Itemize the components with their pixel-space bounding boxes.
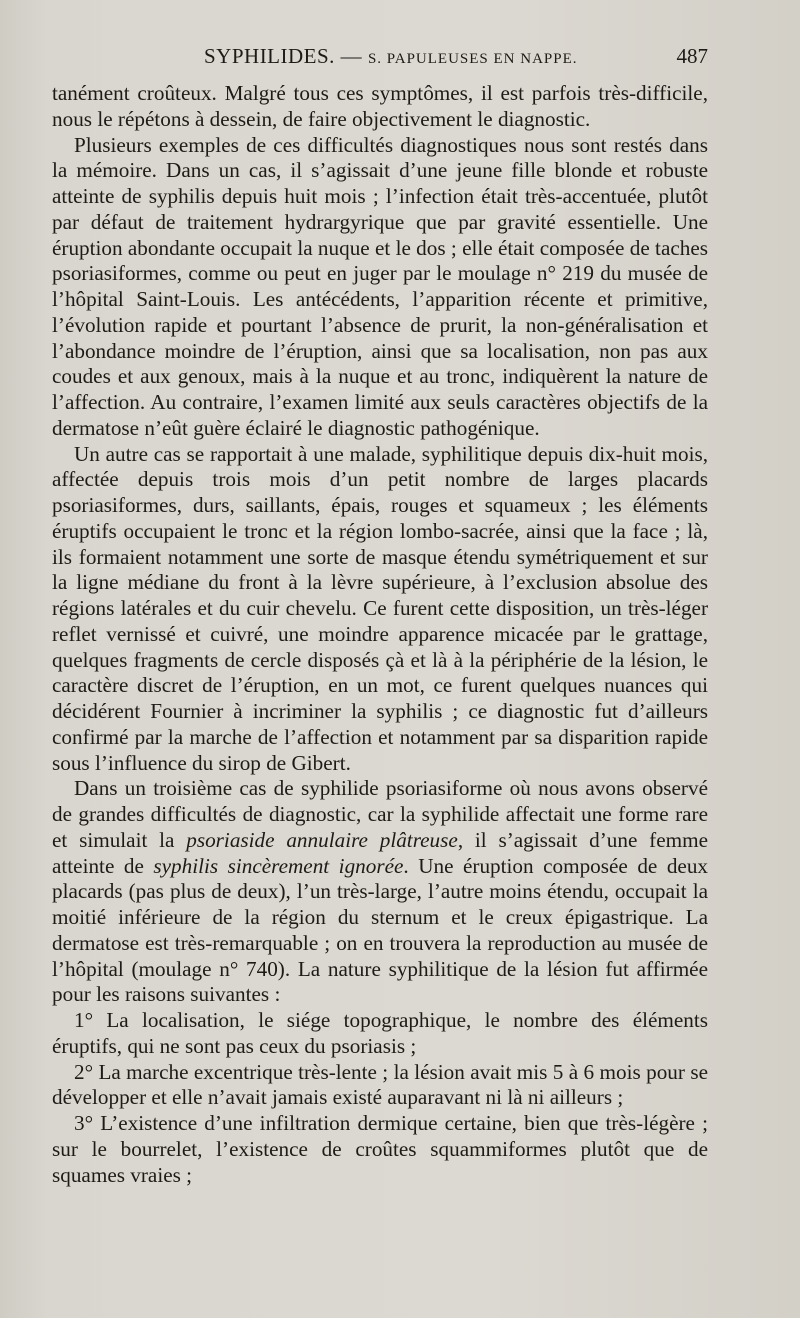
- running-title: [204, 44, 578, 69]
- running-title-main: SYPHILIDES. —: [204, 44, 368, 68]
- italic-term: psoriaside annulaire plâtreuse: [186, 827, 458, 852]
- paragraph-third-example: [52, 776, 708, 1008]
- running-header: [52, 44, 708, 78]
- list-item-2: 2° La marche excentrique très-lente ; la lésion avait mis 5 à 6 mois pour se développer et elle n’avait jamais existé auparavant ni là ni ailleurs ;: [52, 1059, 708, 1110]
- list-item-1: 1° La localisation, le siége topographique, le nombre des éléments éruptifs, qui ne sont pas ceux du psoriasis ;: [52, 1008, 708, 1058]
- text-run: , il s’agissait d’une femme atteinte de: [52, 827, 708, 878]
- text-run: Dans un troisième cas de syphilide psoriasiforme où nous avons observé de grandes difficultés de diagnostic, car la syphilide affectait une forme rare et simulait la: [52, 776, 708, 852]
- paragraph-first-example: Plusieurs exemples de ces difficultés diagnostiques nous sont restés dans la mémoire. Dans un cas, il s’agissait d’une jeune fille blonde et robuste atteinte de syphilis depuis huit mois ; l’infection était très-accentuée, plutôt par défaut de traitement hydrargyrique que par gravité essentielle. Une éruption abondante occupait la nuque et le dos ; elle était composée de taches psoriasiformes, comme ou peut en juger par le moulage n° 219 du musée de l’hôpital Saint-Louis. Les antécédents, l’apparition récente et primitive, l’évolution rapide et pourtant l’absence de prurit, la non-généralisation et l’abondance moindre de l’éruption, ainsi que sa localisation, non pas aux coudes et aux genoux, mais à la nuque et au tronc, indiquèrent la nature de l’affection. Au contraire, l’examen limité aux seuls caractères objectifs de la dermatose n’eût guère éclairé le diagnostic pathogénique.: [52, 132, 708, 440]
- text-run: . Une éruption composée de deux placards (pas plus de deux), l’un très-large, l’autre moins étendu, occupait la moitié inférieure de la région du sternum et le creux épigastrique. La dermatose est très-remarquable ; on en trouvera la reproduction au musée de l’hôpital (moulage n° 740). La nature syphilitique de la lésion fut affirmée pour les raisons suivantes :: [52, 853, 709, 1007]
- italic-term: syphilis sincèrement ignorée: [153, 853, 404, 878]
- page-body: [52, 81, 708, 1188]
- running-subtitle: S. PAPULEUSES EN NAPPE.: [367, 51, 578, 67]
- page-number: 487: [676, 44, 708, 68]
- paragraph-continuation: tanément croûteux. Malgré tous ces symptômes, il est parfois très-difficile, nous le répétons à dessein, de faire objectivement le diagnostic.: [52, 81, 708, 131]
- list-item-3: 3° L’existence d’une infiltration dermique certaine, bien que très-légère ; sur le bourrelet, l’existence de croûtes squammiformes plutôt que de squames vraies ;: [52, 1111, 708, 1187]
- paragraph-second-example: Un autre cas se rapportait à une malade, syphilitique depuis dix-huit mois, affectée depuis trois mois d’un petit nombre de larges placards psoriasiformes, durs, saillants, épais, rouges et squameux ; les éléments éruptifs occupaient le tronc et la région lombo-sacrée, ainsi que la face ; là, ils formaient notamment une sorte de masque étendu symétriquement et sur la ligne médiane du front à la lèvre supérieure, à l’exclusion absolue des régions latérales et du cuir chevelu. Ce furent cette disposition, un très-léger reflet vernissé et cuivré, une moindre apparence micacée par le grattage, quelques fragments de cercle disposés çà et là à la périphérie de la lésion, le caractère discret de l’éruption, en un mot, ce furent quelques nuances qui décidérent Fournier à incriminer la syphilis ; ce diagnostic fut d’ailleurs confirmé par la marche de l’affection et notamment par sa disparition rapide sous l’influence du sirop de Gibert.: [52, 441, 708, 775]
